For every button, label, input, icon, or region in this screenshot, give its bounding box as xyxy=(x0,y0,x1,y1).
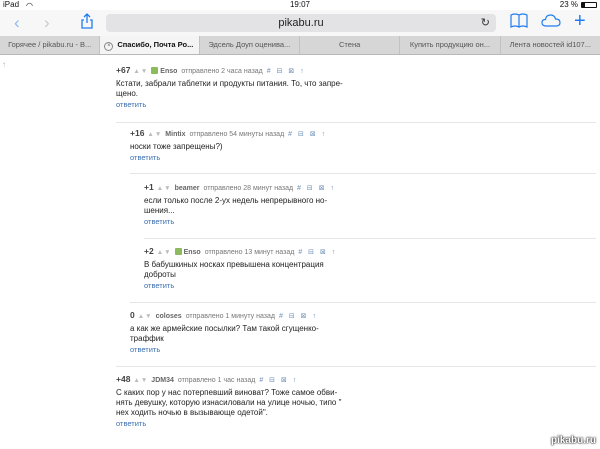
reply-link[interactable]: ответить xyxy=(116,100,147,109)
divider xyxy=(130,173,596,174)
comment-text-line: С каких пор у нас потерпевший виноват? Тоже самое обви- xyxy=(116,388,338,397)
comment-actions-icon[interactable]: # ⊟ ⊠ ↑ xyxy=(259,377,299,384)
reply-link[interactable]: ответить xyxy=(116,419,147,428)
comment-text-line: нять девушку, которую изнасиловали на улице ночью, типо " xyxy=(116,398,342,407)
reply-link[interactable]: ответить xyxy=(144,281,175,290)
comment-header xyxy=(130,128,327,139)
vote-arrows-icon[interactable]: ▲▼ xyxy=(133,377,149,384)
device-name: iPad xyxy=(3,0,20,9)
comment-time: отправлено 1 минуту назад xyxy=(185,313,275,320)
comment-text-line: носки тоже запрещены?) xyxy=(130,142,223,151)
comment-actions-icon[interactable]: # ⊟ ⊠ ↑ xyxy=(266,68,306,75)
comment-text-line: если только после 2-ух недель непрерывного но- xyxy=(144,196,328,205)
divider xyxy=(130,302,596,303)
comment-rating: +1 xyxy=(144,182,154,192)
vote-arrows-icon[interactable]: ▲▼ xyxy=(133,68,149,75)
vote-arrows-icon[interactable]: ▲▼ xyxy=(137,313,153,320)
comment-text xyxy=(116,79,343,99)
comment-text xyxy=(130,324,319,344)
vote-arrows-icon[interactable]: ▲▼ xyxy=(147,131,163,138)
comment-text-line: доброты xyxy=(144,270,176,279)
comment xyxy=(116,374,341,429)
browser-toolbar xyxy=(0,10,600,36)
address-url: pikabu.ru xyxy=(278,17,324,29)
comment-time: отправлено 54 минуты назад xyxy=(189,131,285,138)
new-tab-icon[interactable]: + xyxy=(574,10,586,32)
divider xyxy=(144,238,596,239)
comment-text xyxy=(144,260,337,280)
comment-author[interactable]: beamer xyxy=(174,185,200,192)
comment-actions-icon[interactable]: # ⊟ ⊠ ↑ xyxy=(297,185,337,192)
share-icon[interactable] xyxy=(80,13,94,33)
forward-icon[interactable]: › xyxy=(44,13,50,32)
comment-header xyxy=(144,246,337,257)
wifi-icon: ◠ xyxy=(26,1,33,10)
comment-text-line: щено. xyxy=(116,89,139,98)
comment xyxy=(144,246,337,291)
tab-active-label: Спасибо, Почта Ро... xyxy=(117,40,194,49)
battery-icon xyxy=(581,2,597,8)
comment-actions-icon[interactable]: # ⊟ ⊠ ↑ xyxy=(278,313,318,320)
reply-link[interactable]: ответить xyxy=(130,153,161,162)
comment-rating: +2 xyxy=(144,246,154,256)
comment xyxy=(116,65,343,110)
divider xyxy=(116,122,596,123)
comment-header xyxy=(116,374,341,385)
comment-header xyxy=(116,65,343,76)
tab-3[interactable]: Стена xyxy=(299,36,399,54)
comment-author[interactable]: JDM34 xyxy=(151,377,174,384)
comment-rating: +48 xyxy=(116,374,131,384)
watermark: pikabu.ru xyxy=(550,435,596,446)
comment-header xyxy=(144,182,336,193)
icloud-tabs-icon[interactable] xyxy=(541,13,561,31)
address-bar[interactable] xyxy=(106,14,496,32)
comment xyxy=(130,128,327,163)
tab-active[interactable] xyxy=(99,36,198,54)
comment-rating: +67 xyxy=(116,65,131,75)
avatar xyxy=(151,67,158,74)
comment xyxy=(130,310,319,355)
tab-5[interactable]: Лента новостей id107... xyxy=(500,36,600,54)
close-tab-icon[interactable]: × xyxy=(104,42,113,51)
comment-text-line: траффик xyxy=(130,334,164,343)
comment-author[interactable]: coloses xyxy=(155,313,182,320)
comment-rating: +16 xyxy=(130,128,145,138)
comment-text xyxy=(144,196,336,216)
battery-percent: 23 % xyxy=(559,0,578,9)
comment-time: отправлено 28 минут назад xyxy=(203,185,294,192)
comment-text-line: Кстати, забрали таблетки и продукты питания. То, что запре- xyxy=(116,79,343,88)
bookmarks-icon[interactable] xyxy=(510,13,528,32)
vote-arrows-icon[interactable]: ▲▼ xyxy=(156,185,172,192)
comment-actions-icon[interactable]: # ⊟ ⊠ ↑ xyxy=(298,249,338,256)
status-bar xyxy=(0,0,600,10)
clock: 19:07 xyxy=(289,0,311,9)
comment-text xyxy=(116,388,341,418)
comment-text-line: а как же армейские посылки? Там такой сгущенко- xyxy=(130,324,319,333)
comment-text-line: В бабушкиных носках превышена концентрация xyxy=(144,260,324,269)
divider xyxy=(116,366,596,367)
comment-time: отправлено 1 час назад xyxy=(177,377,256,384)
avatar xyxy=(175,248,182,255)
tab-2[interactable]: Эдсель Доуп оценива... xyxy=(199,36,299,54)
comment-time: отправлено 2 часа назад xyxy=(181,68,263,75)
reply-link[interactable]: ответить xyxy=(144,217,175,226)
back-icon[interactable]: ‹ xyxy=(14,13,20,32)
vote-arrows-icon[interactable]: ▲▼ xyxy=(156,249,172,256)
comment-rating: 0 xyxy=(130,310,135,320)
tab-bar xyxy=(0,36,600,55)
comment-time: отправлено 13 минут назад xyxy=(204,249,295,256)
comment-author[interactable]: Enso xyxy=(183,249,201,256)
scroll-up-arrow-icon[interactable]: ↑ xyxy=(2,60,6,69)
comment-text xyxy=(130,142,327,152)
comment-author[interactable]: Mintix xyxy=(165,131,186,138)
tab-4[interactable]: Купить продукцию он... xyxy=(399,36,499,54)
reload-icon[interactable]: ↻ xyxy=(480,17,490,29)
tab-0[interactable]: Горячее / pikabu.ru - В... xyxy=(8,40,92,49)
comment-header xyxy=(130,310,319,321)
comment-author[interactable]: Enso xyxy=(160,68,178,75)
reply-link[interactable]: ответить xyxy=(130,345,161,354)
comment-actions-icon[interactable]: # ⊟ ⊠ ↑ xyxy=(288,131,328,138)
comment-text-line: нех ходить ночью в вызывающе одетой". xyxy=(116,408,268,417)
comment-text-line: шения... xyxy=(144,206,175,215)
comment xyxy=(144,182,336,227)
